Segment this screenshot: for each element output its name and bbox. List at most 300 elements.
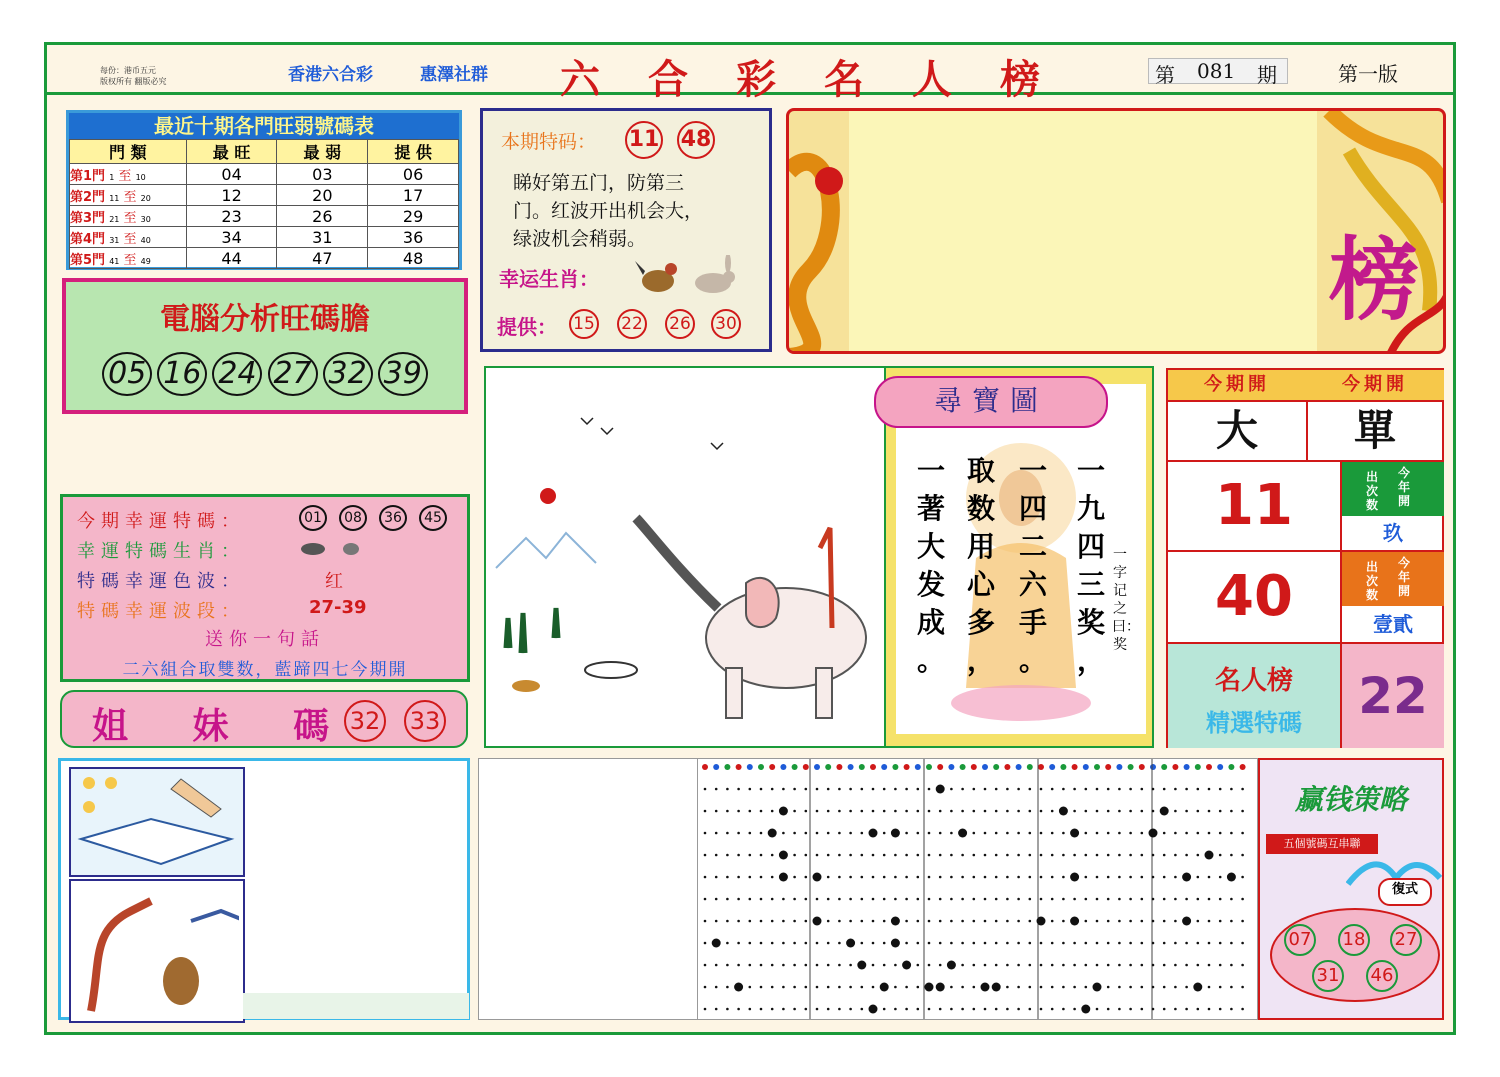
grid-dot xyxy=(782,832,785,835)
grid-dot xyxy=(939,964,942,967)
grid-dot xyxy=(849,810,852,813)
grid-dot xyxy=(1141,942,1144,945)
grid-dot xyxy=(715,898,718,901)
grid-dot xyxy=(760,898,763,901)
win-number: 18 xyxy=(1338,924,1370,956)
ball-marker xyxy=(1228,764,1234,770)
grid-dot xyxy=(1241,898,1244,901)
famous-box xyxy=(1168,644,1342,748)
grid-dot xyxy=(816,898,819,901)
grid-dot xyxy=(737,810,740,813)
grid-dot xyxy=(939,876,942,879)
grid-dot xyxy=(973,810,976,813)
grid-dot xyxy=(1163,1008,1166,1011)
grid-dot xyxy=(749,788,752,791)
grid-dot xyxy=(793,854,796,857)
grid-dot xyxy=(704,920,707,923)
grid-dot xyxy=(749,964,752,967)
table-row xyxy=(70,248,459,269)
grid-dot xyxy=(984,964,987,967)
grid-dot xyxy=(726,964,729,967)
elephant-illustration-icon xyxy=(486,368,884,746)
grid-dot xyxy=(1062,986,1065,989)
door-min: 20 xyxy=(277,185,368,206)
grid-dot xyxy=(917,788,920,791)
grid-dot xyxy=(1208,788,1211,791)
grid-dot xyxy=(1051,986,1054,989)
grid-dot xyxy=(838,832,841,835)
grid-dot xyxy=(950,788,953,791)
door-table xyxy=(69,139,459,269)
ball-marker xyxy=(971,764,977,770)
grid-dot xyxy=(961,876,964,879)
grid-dot xyxy=(939,810,942,813)
grid-dot xyxy=(961,788,964,791)
door-to: 10 xyxy=(135,172,146,182)
zodiac-label: 幸运生肖： xyxy=(499,267,599,291)
max-header: 最 旺 xyxy=(186,140,277,164)
poem-char: 六 xyxy=(1018,568,1047,601)
grid-dot xyxy=(1118,854,1121,857)
grid-dot xyxy=(1241,788,1244,791)
grid-dot xyxy=(726,898,729,901)
door-label: 第2門 xyxy=(70,189,106,205)
grid-dot xyxy=(1174,942,1177,945)
grid-dot xyxy=(1107,788,1110,791)
grid-dot xyxy=(1096,788,1099,791)
grid-dot xyxy=(928,898,931,901)
ball-marker xyxy=(848,764,854,770)
zodiac-animals-icon xyxy=(299,539,369,559)
grid-dot xyxy=(1141,898,1144,901)
door-from: 11 xyxy=(109,193,120,203)
grid-dot xyxy=(1085,876,1088,879)
grid-dot xyxy=(1241,876,1244,879)
grid-dot xyxy=(984,810,987,813)
right-stats-panel xyxy=(1166,368,1444,748)
grid-dot xyxy=(1085,898,1088,901)
hit-dot xyxy=(779,873,788,882)
grid-dot xyxy=(793,1008,796,1011)
grid-dot xyxy=(984,898,987,901)
grid-dot xyxy=(1129,898,1132,901)
grid-dot xyxy=(849,920,852,923)
grid-dot xyxy=(793,810,796,813)
grid-dot xyxy=(995,788,998,791)
door-max: 12 xyxy=(186,185,277,206)
hit-dot xyxy=(768,829,777,838)
hit-dot xyxy=(1070,829,1079,838)
grid-dot xyxy=(726,986,729,989)
grid-dot xyxy=(861,920,864,923)
grid-dot xyxy=(984,832,987,835)
grid-dot xyxy=(1118,1008,1121,1011)
grid-dot xyxy=(1141,854,1144,857)
poem-char: 四 xyxy=(1076,530,1105,563)
poem-char: 发 xyxy=(916,568,945,601)
sister-number: 32 xyxy=(344,700,386,742)
ball-marker xyxy=(1038,764,1044,770)
grid-dot xyxy=(995,964,998,967)
grid-dot xyxy=(838,876,841,879)
ball-marker xyxy=(1128,764,1134,770)
grid-dot xyxy=(1006,942,1009,945)
hit-dot xyxy=(891,829,900,838)
banner-panel xyxy=(786,108,1446,354)
computer-number: 16 xyxy=(157,352,207,396)
treasure-title: 尋寶圖 xyxy=(933,384,1048,417)
grid-dot xyxy=(715,810,718,813)
grid-dot xyxy=(917,964,920,967)
grid-dot xyxy=(1185,854,1188,857)
poem-col2 xyxy=(1018,452,1048,680)
grid-dot xyxy=(749,810,752,813)
ball-marker xyxy=(904,764,910,770)
grid-dot xyxy=(1051,832,1054,835)
sister-panel xyxy=(60,690,468,748)
hit-dot xyxy=(1070,917,1079,926)
grid-dot xyxy=(1241,964,1244,967)
ball-marker xyxy=(1105,764,1111,770)
grid-dot xyxy=(1152,898,1155,901)
grid-dot xyxy=(961,964,964,967)
grid-dot xyxy=(917,920,920,923)
grid-dot xyxy=(782,920,785,923)
grid-dot xyxy=(917,810,920,813)
grid-dot xyxy=(1219,788,1222,791)
grid-dot xyxy=(872,810,875,813)
bottom-left-panel xyxy=(58,758,470,1020)
grid-dot xyxy=(1096,942,1099,945)
grid-dot xyxy=(1085,942,1088,945)
grid-dot xyxy=(838,986,841,989)
grid-dot xyxy=(973,920,976,923)
grid-dot xyxy=(827,964,830,967)
ball-marker xyxy=(1195,764,1201,770)
grid-dot xyxy=(749,876,752,879)
grid-dot xyxy=(1129,832,1132,835)
grid-dot xyxy=(1185,942,1188,945)
computer-number: 24 xyxy=(212,352,262,396)
ball-marker xyxy=(758,764,764,770)
grid-dot xyxy=(1152,986,1155,989)
grid-dot xyxy=(1129,854,1132,857)
door-min: 26 xyxy=(277,206,368,227)
grid-dot xyxy=(861,876,864,879)
ball-marker xyxy=(948,764,954,770)
table-row xyxy=(70,185,459,206)
grid-dot xyxy=(973,1008,976,1011)
grid-dot xyxy=(950,854,953,857)
issue-suffix: 期 xyxy=(1257,63,1277,87)
grid-dot xyxy=(704,810,707,813)
grid-dot xyxy=(805,986,808,989)
door-table-title: 最近十期各門旺弱號碼表 xyxy=(69,113,459,139)
grid-dot xyxy=(928,1008,931,1011)
ball-marker xyxy=(859,764,865,770)
grid-dot xyxy=(995,920,998,923)
grid-dot xyxy=(917,898,920,901)
grid-dot xyxy=(782,898,785,901)
grid-dot xyxy=(1241,854,1244,857)
ball-marker xyxy=(702,764,708,770)
poem-col4 xyxy=(916,452,946,680)
ball-marker xyxy=(937,764,943,770)
grid-dot xyxy=(984,1008,987,1011)
hit-dot xyxy=(869,829,878,838)
grid-dot xyxy=(1230,898,1233,901)
ball-marker xyxy=(1172,764,1178,770)
door-max: 23 xyxy=(186,206,277,227)
poem-char: ， xyxy=(966,644,995,677)
count1: 玖 xyxy=(1342,516,1444,552)
grid-dot xyxy=(950,832,953,835)
grid-dot xyxy=(816,832,819,835)
special-text-line3: 绿波机会稍弱。 xyxy=(513,228,647,250)
grid-dot xyxy=(1129,1008,1132,1011)
hit-dot xyxy=(947,961,956,970)
grid-dot xyxy=(1051,1008,1054,1011)
grid-dot xyxy=(872,986,875,989)
lucky-saying-title: 送你一句話 xyxy=(205,629,325,650)
grid-dot xyxy=(939,832,942,835)
ball-marker xyxy=(1072,764,1078,770)
grid-dot xyxy=(928,920,931,923)
grid-dot xyxy=(1096,898,1099,901)
grid-dot xyxy=(894,1008,897,1011)
grid-dot xyxy=(1208,986,1211,989)
grid-dot xyxy=(816,788,819,791)
grid-dot xyxy=(1118,920,1121,923)
door-label: 第1門 xyxy=(70,168,106,184)
ball-marker xyxy=(780,764,786,770)
stat-number1: 11 xyxy=(1168,462,1342,552)
lucky-row2-label: 幸運特碼生肖： xyxy=(77,541,245,562)
ball-marker xyxy=(1139,764,1145,770)
grid-dot xyxy=(950,1008,953,1011)
door-provide: 17 xyxy=(368,185,459,206)
poem-char: 大 xyxy=(916,530,945,563)
grid-dot xyxy=(1174,1008,1177,1011)
sister-number: 33 xyxy=(404,700,446,742)
grid-dot xyxy=(1230,1008,1233,1011)
grid-dot xyxy=(995,1008,998,1011)
hit-dot xyxy=(1227,873,1236,882)
grid-dot xyxy=(1085,810,1088,813)
grid-dot xyxy=(715,1008,718,1011)
grid-dot xyxy=(771,876,774,879)
grid-dot xyxy=(1107,942,1110,945)
yellow-placeholder xyxy=(849,108,1317,351)
provide-number: 22 xyxy=(617,309,647,339)
grid-dot xyxy=(1006,920,1009,923)
ball-marker xyxy=(1116,764,1122,770)
ball-marker xyxy=(724,764,730,770)
provide-label: 提供： xyxy=(497,315,557,339)
grid-dot xyxy=(928,810,931,813)
hit-dot xyxy=(712,939,721,948)
grid-dot xyxy=(1017,876,1020,879)
open-book-icon xyxy=(71,769,239,871)
ball-marker xyxy=(1016,764,1022,770)
hit-dot xyxy=(857,961,866,970)
poem-char: 二 xyxy=(1018,530,1047,563)
ball-marker xyxy=(769,764,775,770)
grid-dot xyxy=(816,810,819,813)
grid-dot xyxy=(1096,854,1099,857)
grid-dot xyxy=(1062,876,1065,879)
grid-dot xyxy=(782,986,785,989)
footer-strip xyxy=(243,993,469,1019)
hit-dot xyxy=(1149,829,1158,838)
big-small-value: 大 xyxy=(1168,402,1308,462)
grid-dot xyxy=(928,876,931,879)
grid-dot xyxy=(1141,964,1144,967)
grid-dot xyxy=(782,942,785,945)
grid-dot xyxy=(749,898,752,901)
grid-dot xyxy=(1029,964,1032,967)
grid-dot xyxy=(861,788,864,791)
svg-text:榜: 榜 xyxy=(1329,227,1419,333)
grid-dot xyxy=(1219,1008,1222,1011)
grid-dot xyxy=(1017,920,1020,923)
grid-dot xyxy=(760,942,763,945)
grid-dot xyxy=(1040,854,1043,857)
grid-dot xyxy=(1141,788,1144,791)
grid-dot xyxy=(1152,810,1155,813)
grid-dot xyxy=(883,1008,886,1011)
grid-dot xyxy=(827,898,830,901)
grid-dot xyxy=(1174,964,1177,967)
grid-dot xyxy=(805,942,808,945)
grid-dot xyxy=(849,986,852,989)
grid-dot xyxy=(1073,942,1076,945)
hit-dot xyxy=(891,939,900,948)
grid-dot xyxy=(1017,1008,1020,1011)
grid-dot xyxy=(1152,920,1155,923)
hit-dot xyxy=(1081,1005,1090,1014)
ball-marker xyxy=(1184,764,1190,770)
grid-dot xyxy=(961,854,964,857)
hit-dot xyxy=(936,785,945,794)
grid-dot xyxy=(984,942,987,945)
computer-number: 27 xyxy=(268,352,318,396)
grid-dot xyxy=(1107,854,1110,857)
grid-dot xyxy=(1163,788,1166,791)
grid-dot xyxy=(760,876,763,879)
grid-dot xyxy=(1096,964,1099,967)
grid-dot xyxy=(849,898,852,901)
door-min: 03 xyxy=(277,164,368,185)
grid-dot xyxy=(1163,898,1166,901)
grid-dot xyxy=(1163,986,1166,989)
tag2-b: 出次数 xyxy=(1366,560,1379,602)
ball-marker xyxy=(1240,764,1246,770)
grid-dot xyxy=(917,942,920,945)
grid-dot xyxy=(1208,832,1211,835)
grid-dot xyxy=(760,920,763,923)
grid-dot xyxy=(793,876,796,879)
grid-dot xyxy=(1062,854,1065,857)
grid-dot xyxy=(838,788,841,791)
grid-dot xyxy=(827,854,830,857)
grid-dot xyxy=(793,832,796,835)
grid-dot xyxy=(1185,898,1188,901)
monkey-tree-icon xyxy=(71,881,239,1017)
door-provide: 29 xyxy=(368,206,459,227)
grid-dot xyxy=(726,810,729,813)
grid-dot xyxy=(827,1008,830,1011)
grid-dot xyxy=(1185,832,1188,835)
grid-dot xyxy=(737,788,740,791)
ball-marker xyxy=(993,764,999,770)
poem-char: 心 xyxy=(966,568,995,601)
grid-dot xyxy=(1174,854,1177,857)
grid-dot xyxy=(1029,832,1032,835)
grid-dot xyxy=(827,788,830,791)
win-subtitle: 五個號碼互串聯 xyxy=(1266,834,1378,854)
grid-dot xyxy=(838,964,841,967)
grid-dot xyxy=(1208,942,1211,945)
poem-char: 数 xyxy=(966,492,995,525)
grid-dot xyxy=(973,876,976,879)
grid-dot xyxy=(928,832,931,835)
tag2 xyxy=(1342,552,1444,606)
grid-dot xyxy=(1230,964,1233,967)
grid-dot xyxy=(905,942,908,945)
hit-dot xyxy=(1093,983,1102,992)
hit-dot xyxy=(869,1005,878,1014)
special-text-line2: 门。红波开出机会大， xyxy=(513,200,704,222)
grid-dot xyxy=(1219,964,1222,967)
grid-dot xyxy=(939,920,942,923)
lucky-panel xyxy=(60,494,470,682)
grid-dot xyxy=(1197,1008,1200,1011)
door-from: 1 xyxy=(109,172,115,182)
grid-dot xyxy=(793,964,796,967)
provide-number: 30 xyxy=(711,309,741,339)
hit-dot xyxy=(734,983,743,992)
grid-dot xyxy=(726,854,729,857)
grid-dot xyxy=(782,1008,785,1011)
grid-dot xyxy=(827,942,830,945)
grid-dot xyxy=(760,832,763,835)
featured-label: 精選特碼 xyxy=(1206,709,1302,737)
win-numbers-ellipse xyxy=(1270,908,1440,1002)
grid-dot xyxy=(1197,810,1200,813)
grid-dot xyxy=(838,942,841,945)
door-to: 20 xyxy=(140,193,151,203)
grid-dot xyxy=(861,898,864,901)
grid-dot xyxy=(928,854,931,857)
ball-marker xyxy=(926,764,932,770)
grid-dot xyxy=(1185,788,1188,791)
grid-dot xyxy=(726,920,729,923)
grid-dot xyxy=(737,876,740,879)
grid-dot xyxy=(1174,986,1177,989)
grid-dot xyxy=(1029,920,1032,923)
grid-dot xyxy=(1040,1008,1043,1011)
grid-dot xyxy=(1241,810,1244,813)
grid-dot xyxy=(1219,986,1222,989)
grid-dot xyxy=(1163,920,1166,923)
tag2-a: 今年開 xyxy=(1398,556,1411,598)
poem-char: 取 xyxy=(966,454,995,487)
grid-dot xyxy=(1029,810,1032,813)
grid-dot xyxy=(1241,1008,1244,1011)
grid-dot xyxy=(1107,898,1110,901)
grid-dot xyxy=(883,810,886,813)
